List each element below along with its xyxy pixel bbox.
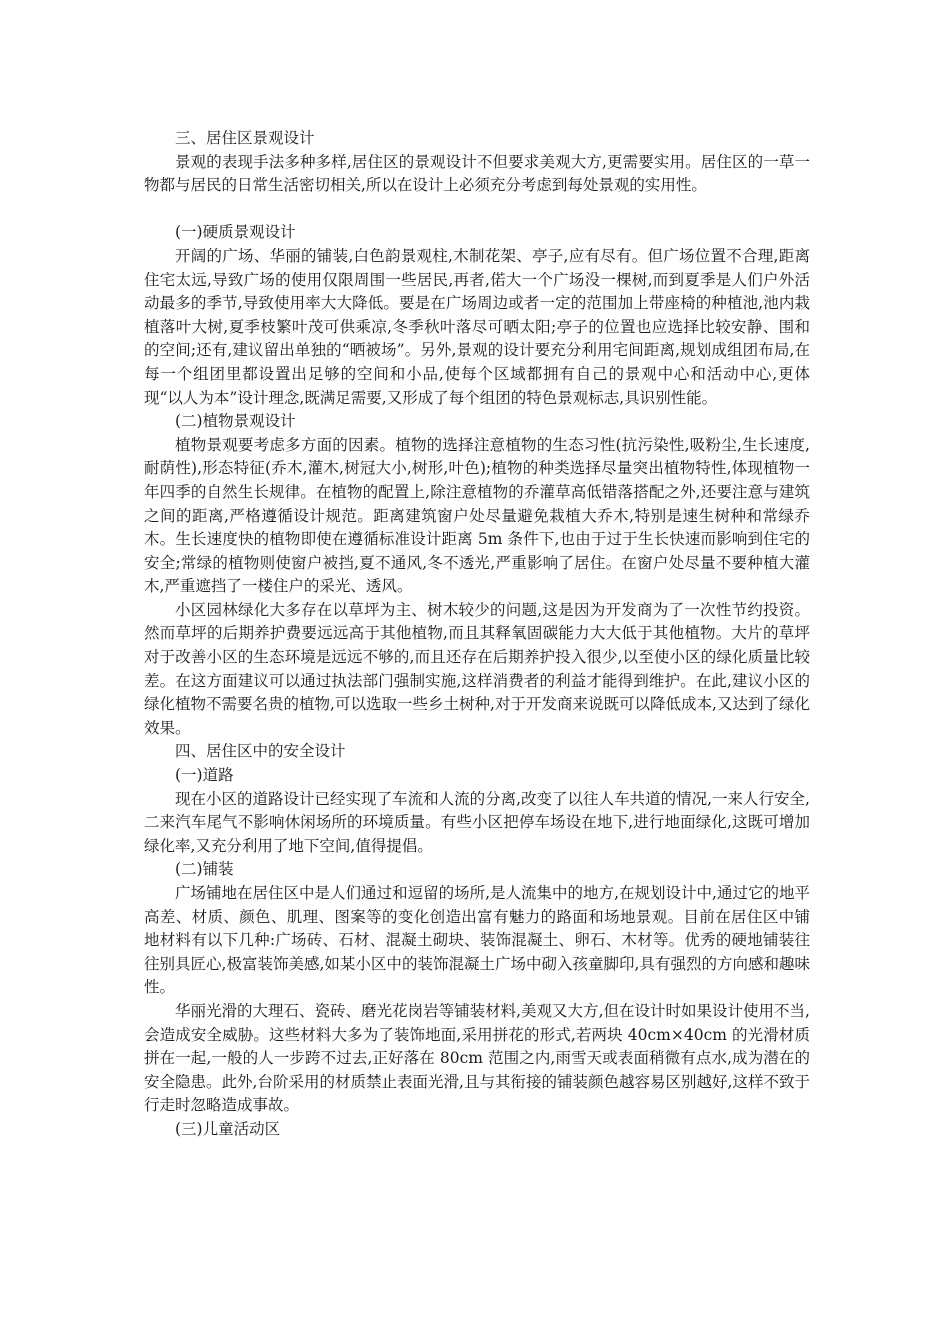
paragraph: 华丽光滑的大理石、瓷砖、磨光花岗岩等铺装材料,美观又大方,但在设计时如果设计使用不当,会造成安全威胁。这些材料大多为了装饰地面,采用拼花的形式,若两块 40cm×40cm 的光滑材质拼在一起,一般的人一步跨不过去,正好落在 80cm 范围之内,雨雪天或表面稍微有点水,成为潜在的安全隐患。此外,台阶采用的材质禁止表面光滑,且与其衔接的铺装颜色越容易区别越好,这样不致于行走时忽略造成事故。	[144, 1001, 810, 1115]
section-heading: (二)植物景观设计	[175, 412, 296, 431]
section-heading: (二)铺装	[175, 860, 234, 879]
paragraph: 小区园林绿化大多存在以草坪为主、树木较少的问题,这是因为开发商为了一次性节约投资。然而草坪的后期养护费要远远高于其他植物,而且其释氧固碳能力大大低于其他植物。大片的草坪对于改善小区的生态环境是远远不够的,而且还存在后期养护投入很少,以至使小区的绿化质量比较差。在这方面建议可以通过执法部门强制实施,这样消费者的利益才能得到维护。在此,建议小区的绿化植物不需要名贵的植物,可以选取一些乡土树种,对于开发商来说既可以降低成本,又达到了绿化效果。	[144, 600, 810, 737]
blank-line	[144, 198, 810, 222]
document-body	[144, 127, 810, 1142]
section-heading: 三、居住区景观设计	[175, 129, 315, 147]
section-heading: (一)道路	[175, 766, 234, 785]
section-heading: (三)儿童活动区	[175, 1119, 281, 1138]
paragraph: 景观的表现手法多种多样,居住区的景观设计不但要求美观大方,更需要实用。居住区的一草一物都与居民的日常生活密切相关,所以在设计上必须充分考虑到每处景观的实用性。	[144, 152, 810, 195]
paragraph: 植物景观要考虑多方面的因素。植物的选择注意植物的生态习性(抗污染性,吸粉尘,生长速度,耐荫性),形态特征(乔木,灌木,树冠大小,树形,叶色);植物的种类选择尽量突出植物特性,体现植物一年四季的自然生长规律。在植物的配置上,除注意植物的乔灌草高低错落搭配之外,还要注意与建筑之间的距离,严格遵循设计规范。距离建筑窗户处尽量避免栽植大乔木,特别是速生树种和常绿乔木。生长速度快的植物即使在遵循标准设计距离 5m 条件下,也由于过于生长快速而影响到住宅的安全;常绿的植物则使窗户被挡,夏不通风,冬不透光,严重影响了居住。在窗户处尽量不要种植大灌木,严重遮挡了一楼住户的采光、透风。	[144, 435, 810, 596]
section-heading: 四、居住区中的安全设计	[175, 742, 346, 761]
paragraph: 现在小区的道路设计已经实现了车流和人流的分离,改变了以往人车共道的情况,一来人行安全,二来汽车尾气不影响休闲场所的环境质量。有些小区把停车场设在地下,进行地面绿化,这既可增加绿化率,又充分利用了地下空间,值得提倡。	[144, 789, 810, 855]
paragraph: 广场铺地在居住区中是人们通过和逗留的场所,是人流集中的地方,在规划设计中,通过它的地平高差、材质、颜色、肌理、图案等的变化创造出富有魅力的路面和场地景观。目前在居住区中铺地材料有以下几种:广场砖、石材、混凝土砌块、装饰混凝土、卵石、木材等。优秀的硬地铺装往往别具匠心,极富装饰美感,如某小区中的装饰混凝土广场中砌入孩童脚印,具有强烈的方向感和趣味性。	[144, 884, 810, 997]
section-heading: (一)硬质景观设计	[175, 223, 296, 242]
paragraph: 开阔的广场、华丽的铺装,白色韵景观柱,木制花架、亭子,应有尽有。但广场位置不合理,距离住宅太远,导致广场的使用仅限周围一些居民,再者,偌大一个广场没一棵树,而到夏季是人们户外活动最多的季节,导致使用率大大降低。要是在广场周边或者一定的范围加上带座椅的种植池,池内栽植落叶大树,夏季枝繁叶茂可供乘凉,冬季秋叶落尽可晒太阳;亭子的位置也应选择比较安静、围和的空间;还有,建议留出单独的“晒被场”。另外,景观的设计要充分利用宅间距离,规划成组团布局,在每一个组团里都设置出足够的空间和小品,使每个区域都拥有自己的景观中心和活动中心,更体现“以人为本”设计理念,既满足需要,又形成了每个组团的特色景观标志,具识别性能。	[144, 246, 810, 407]
